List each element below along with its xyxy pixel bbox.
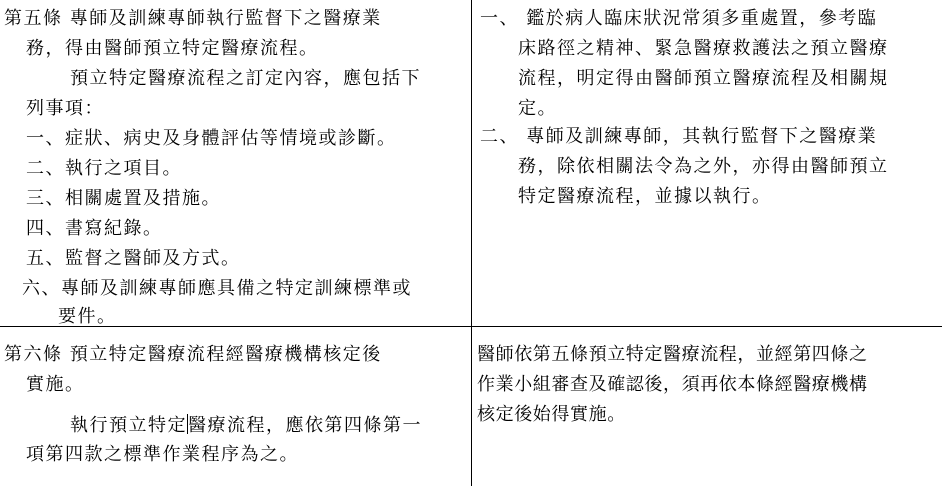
article5-provision-item: 三、相關處置及措施。 [26, 188, 221, 209]
article5-provision-item: 一、症狀、病史及身體評估等情境或診斷。 [26, 128, 397, 149]
article5-provision-line: 第五條 專師及訓練專師執行監督下之醫療業 [4, 8, 382, 29]
article5-provision-line: 列事項： [26, 98, 104, 119]
article6-provision-line: 第六條 預立特定醫療流程經醫療機構核定後 [4, 344, 382, 365]
article5-provision-item: 四、書寫紀錄。 [26, 218, 163, 239]
article5-explanation-line: 床路徑之精神、緊急醫療救護法之預立醫療 [518, 38, 889, 59]
article5-provision-item: 二、執行之項目。 [26, 158, 182, 179]
article6-provision-text: 執行預立特定 [70, 415, 187, 436]
row-divider [0, 326, 942, 327]
article6-provision-line: 項第四款之標準作業程序為之。 [26, 444, 299, 465]
article5-provision-line: 預立特定醫療流程之訂定內容，應包括下 [70, 68, 421, 89]
article5-explanation-line: 特定醫療流程，並據以執行。 [518, 186, 772, 207]
article5-provision-item: 六、專師及訓練專師應具備之特定訓練標準或 [22, 278, 412, 299]
column-divider [471, 0, 472, 486]
article5-explanation-line: 務，除依相關法令為之外，亦得由醫師預立 [518, 156, 889, 177]
article6-provision-line: 實施。 [26, 374, 85, 395]
article5-explanation-line: 流程，明定得由醫師預立醫療流程及相關規 [518, 68, 889, 89]
article5-explanation-line: 二、 專師及訓練專師，其執行監督下之醫療業 [480, 126, 878, 147]
article5-explanation-line: 一、 鑑於病人臨床狀況常須多重處置，參考臨 [480, 8, 878, 29]
article6-provision-text: 醫療流程，應依第四條第一 [188, 415, 422, 436]
article5-explanation-line: 定。 [518, 98, 557, 119]
article6-provision-line [70, 414, 422, 437]
article5-provision-item: 要件。 [58, 306, 117, 327]
article5-provision-line: 務，得由醫師預立特定醫療流程。 [26, 38, 319, 59]
article5-provision-item: 五、監督之醫師及方式。 [26, 248, 241, 269]
article6-explanation-line: 核定後始得實施。 [477, 404, 626, 425]
article6-explanation-line: 醫師依第五條預立特定醫療流程，並經第四條之 [477, 344, 868, 365]
article6-explanation-line: 作業小組審查及確認後，須再依本條經醫療機構 [477, 374, 868, 395]
